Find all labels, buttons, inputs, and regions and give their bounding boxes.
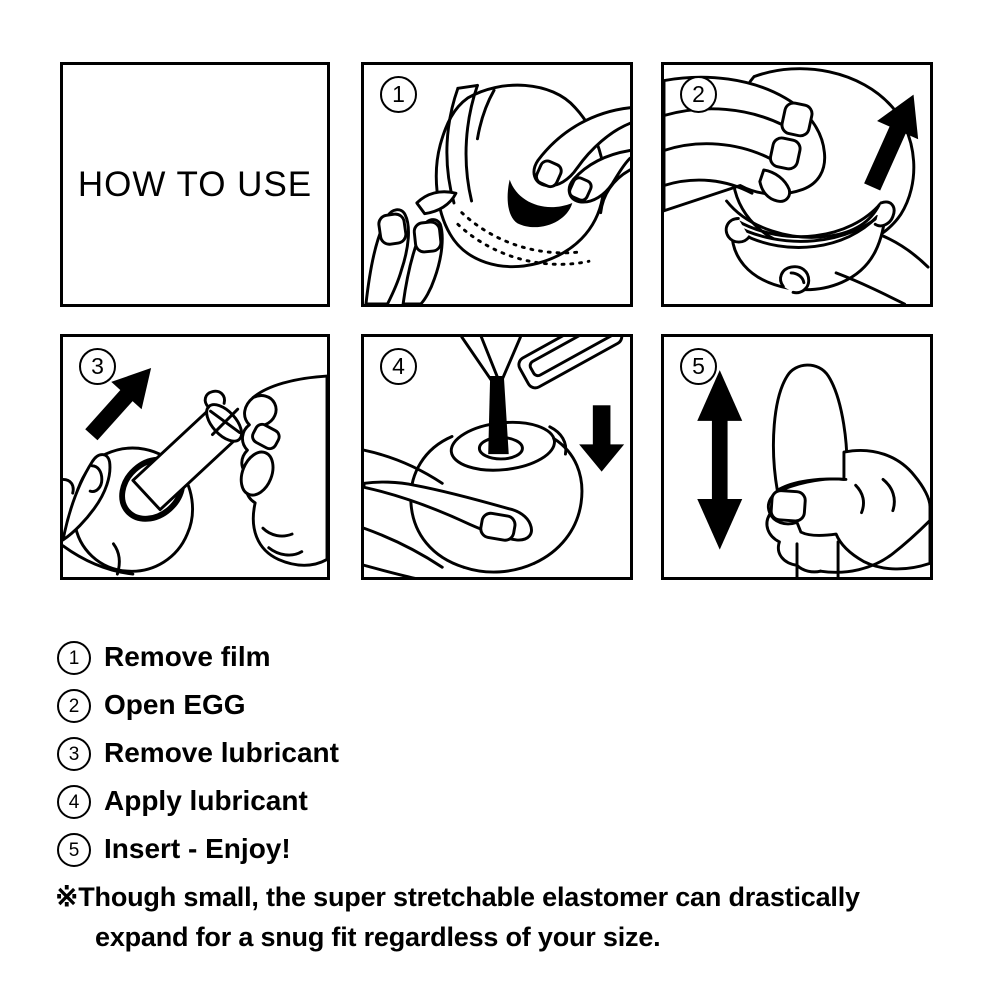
step-5-number-badge: 5	[680, 348, 717, 385]
pinching-hand	[366, 192, 456, 304]
lubricant-stream	[488, 376, 509, 454]
step-1-label: Remove film	[104, 641, 271, 672]
step-5-label: Insert - Enjoy!	[104, 833, 291, 864]
step-1-number-badge: 1	[380, 76, 417, 113]
down-arrow-icon	[579, 405, 624, 471]
step-4-number-icon: 4	[57, 785, 91, 819]
step-list-item-2	[57, 682, 339, 730]
step-2-number-icon: 2	[57, 689, 91, 723]
step-1-number-icon: 1	[57, 641, 91, 675]
step-list-item-1	[57, 634, 339, 682]
step-list	[57, 634, 339, 874]
panel-title	[60, 62, 330, 307]
footnote-line-1: Though small, the super stretchable elastomer can drastically	[78, 882, 860, 912]
step-5-number-icon: 5	[57, 833, 91, 867]
step-3-number-badge: 3	[79, 348, 116, 385]
up-down-double-arrow-icon	[697, 370, 742, 550]
panel-step-1-remove-film	[361, 62, 633, 307]
step-4-number-badge: 4	[380, 348, 417, 385]
tube-spout	[462, 337, 521, 380]
panel-step-3-remove-lubricant	[60, 334, 330, 580]
step-3-label: Remove lubricant	[104, 737, 339, 768]
step-3-number-icon: 3	[57, 737, 91, 771]
step-list-item-3	[57, 730, 339, 778]
reference-mark-icon: ※	[55, 881, 79, 912]
footnote	[55, 877, 967, 957]
step-list-item-4	[57, 778, 339, 826]
panel-step-5-insert	[661, 334, 933, 580]
step-2-number-badge: 2	[680, 76, 717, 113]
lubricant-sachet	[516, 337, 624, 391]
footnote-line-2: expand for a snug fit regardless of your size.	[95, 922, 661, 952]
panel-step-4-apply-lubricant	[361, 334, 633, 580]
step-list-item-5	[57, 826, 339, 874]
step-4-label: Apply lubricant	[104, 785, 308, 816]
step-2-label: Open EGG	[104, 689, 246, 720]
page-title: HOW TO USE	[77, 164, 313, 204]
panel-step-2-open-egg	[661, 62, 933, 307]
pulling-hand	[235, 376, 327, 565]
